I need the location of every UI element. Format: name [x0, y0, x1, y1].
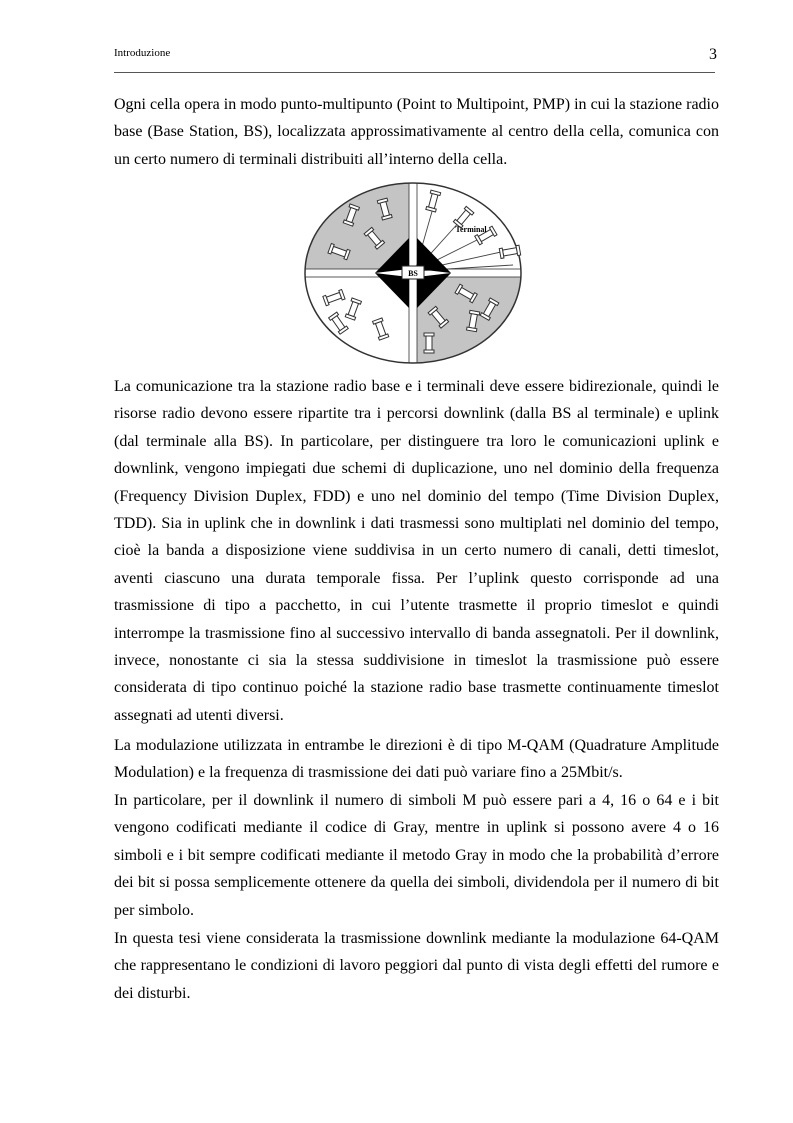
- cell-diagram-figure: [303, 182, 525, 366]
- terminal-label: Terminal: [455, 225, 487, 234]
- paragraph-modulation: La modulazione utilizzata in entrambe le direzioni è di tipo M-QAM (Quadrature Amplitude Modulation) e la frequenza di trasmissione dei dati può variare fino a 25Mbit/s.: [114, 737, 719, 782]
- bs-label: BS: [408, 269, 418, 278]
- paragraph-thesis-scope: In questa tesi viene considerata la trasmissione downlink mediante la modulazione 64-QAM che rappresentano le condizioni di lavoro peggiori dal punto di vista degli effetti del rumore e dei disturbi.: [114, 930, 719, 1002]
- cell-diagram: [303, 182, 525, 366]
- running-header-title: Introduzione: [114, 47, 171, 59]
- paragraph-duplex: La comunicazione tra la stazione radio base e i terminali deve essere bidirezionale, quindi le risorse radio devono essere ripartite tra i percorsi downlink (dalla BS al terminale) e uplink (dal terminale alla BS). In particolare, per distinguere tra loro le comunicazioni uplink e downlink, vengono impiegati due schemi di duplicazione, uno nel dominio della frequenza (Frequency Division Duplex, FDD) e uno nel dominio del tempo (Time Division Duplex, TDD). Sia in uplink che in downlink i dati trasmessi sono multiplati nel dominio del tempo, cioè la banda a disposizione viene suddivisa in un certo numero di canali, detti timeslot, aventi ciascuno una durata temporale fissa. Per l’uplink questo corrisponde ad una trasmissione di tipo a pacchetto, in cui l’utente trasmette il proprio timeslot e quindi interrompe la trasmissione fino al successivo intervallo di banda assegnatoli. Per il downlink, invece, nonostante ci sia la stessa suddivisione in timeslot la trasmissione può essere considerata di tipo continuo poiché la stazione radio base trasmette continuamente timeslot assegnati ad utenti diversi.: [114, 378, 719, 724]
- paragraph-pmp-intro: Ogni cella opera in modo punto-multipunto (Point to Multipoint, PMP) in cui la stazione radio base (Base Station, BS), localizzata approssimativamente al centro della cella, comunica con un certo numero di terminali distribuiti all’interno della cella.: [114, 96, 719, 168]
- terminal-icon: [424, 333, 434, 353]
- header-rule: [114, 72, 715, 73]
- paragraph-symbols: In particolare, per il downlink il numero di simboli M può essere pari a 4, 16 o 64 e i bit vengono codificati mediante il codice di Gray, mentre in uplink si possono avere 4 o 16 simboli e i bit sempre codificati mediante il metodo Gray in modo che la probabilità d’errore dei bit si possa semplicemente ottenere da quella dei simboli, dividendola per il numero di bit per simbolo.: [114, 792, 719, 919]
- page-number: 3: [709, 46, 717, 63]
